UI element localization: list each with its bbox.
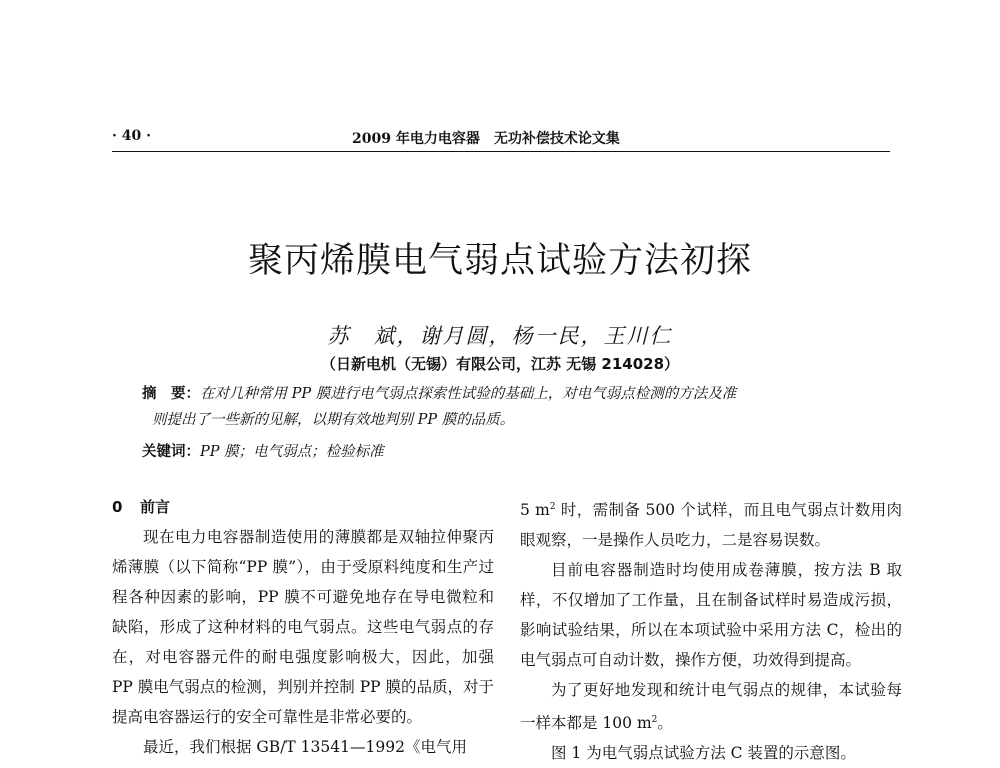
page-header <box>112 128 890 152</box>
keywords-label: 关键词： <box>142 443 200 460</box>
page-number: · 40 · <box>112 128 151 144</box>
paper-title: 聚丙烯膜电气弱点试验方法初探 <box>247 241 752 281</box>
section-title: 前言 <box>140 498 171 516</box>
intro-paragraph-1: 现在电力电容器制造使用的薄膜都是双轴拉伸聚丙烯薄膜（以下简称“PP 膜”），由于受原料纯度和生产过程各种因素的影响，PP 膜不可避免地存在导电微粒和缺陷，形成了这种材料的电气弱点。这些电气弱点的存在，对电容器元件的耐电强度影响极大，因此，加强 PP 膜电气弱点的检测，判别并控制 PP 膜的品质，对于提高电容器运行的安全可靠性是非常必要的。 <box>112 528 494 726</box>
section-heading <box>112 492 494 522</box>
abstract-line-1: 在对几种常用 PP 膜进行电气弱点探索性试验的基础上，对电气弱点检测的方法及准 <box>200 386 737 402</box>
intro-paragraph-2: 最近，我们根据 GB/T 13541—1992《电气用 <box>143 738 467 756</box>
superscript: 2 <box>651 715 658 726</box>
keywords <box>142 440 882 461</box>
right-paragraph-1 <box>520 492 902 555</box>
right-paragraph-3 <box>520 675 902 738</box>
author-list: 苏 斌，谢月圆，杨一民，王川仁 <box>327 324 673 348</box>
section-number: 0 <box>112 498 123 516</box>
abstract <box>142 381 882 433</box>
affiliation: （日新电机（无锡）有限公司，江苏 无锡 214028） <box>320 355 680 373</box>
right-paragraph-1-rest: 时，需制备 500 个试样，而且电气弱点计数用肉眼观察，一是操作人员吃力，二是容易误数。 <box>520 501 902 550</box>
right-paragraph-3-start: 为了更好地发现和统计电气弱点的规律，本试验每一样本都是 100 m <box>520 681 902 733</box>
left-column <box>112 492 494 762</box>
abstract-line-2: 则提出了一些新的见解，以期有效地判别 PP 膜的品质。 <box>152 412 515 428</box>
header-rule <box>112 151 890 152</box>
running-title: 2009 年电力电容器 无功补偿技术论文集 <box>352 131 620 147</box>
right-paragraph-1-start: 5 m <box>520 501 550 520</box>
right-paragraph-3-end: 。 <box>657 714 673 733</box>
keywords-text: PP 膜；电气弱点；检验标准 <box>200 444 384 460</box>
right-paragraph-2: 目前电容器制造时均使用成卷薄膜，按方法 B 取样，不仅增加了工作量，且在制备试样时易造成污损，影响试验结果，所以在本项试验中采用方法 C，检出的电气弱点可自动计数，操作方便，功效得到提高。 <box>520 561 902 670</box>
superscript: 2 <box>549 502 556 512</box>
right-column <box>520 492 902 768</box>
right-paragraph-4: 图 1 为电气弱点试验方法 C 装置的示意图。 <box>551 744 856 763</box>
abstract-label: 摘 要： <box>142 385 200 402</box>
